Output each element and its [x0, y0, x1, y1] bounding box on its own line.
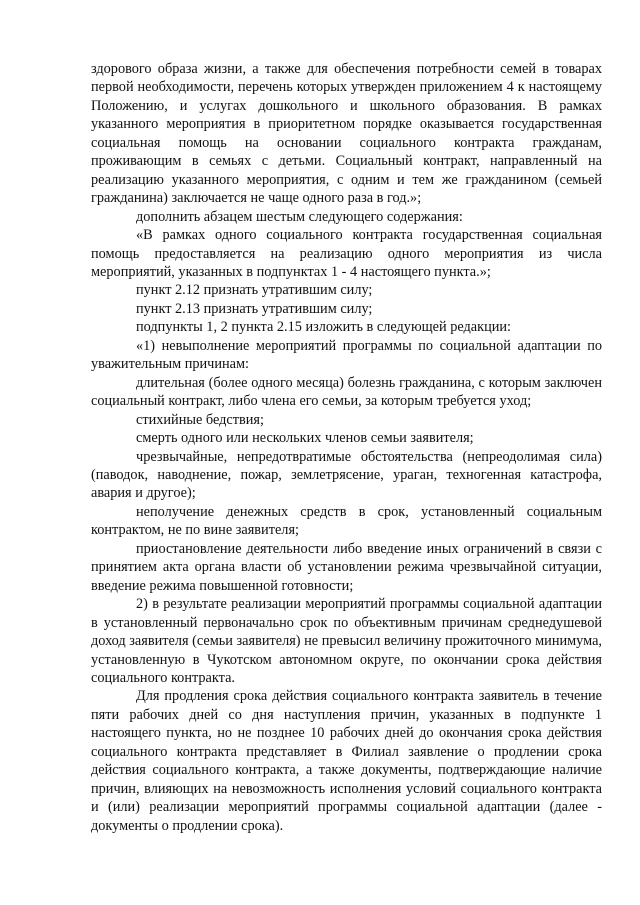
paragraph-illness: длительная (более одного месяца) болезнь гражданина, с которым заключен социальный контракт, либо члена его семьи, за которым требуется уход; — [91, 374, 602, 410]
paragraph-force-majeure: чрезвычайные, непредотвратимые обстоятельства (непреодолимая сила) (паводок, наводнение, пожар, землетрясение, ураган, техногенная катастрофа, авария и другое); — [91, 448, 602, 502]
paragraph-death: смерть одного или нескольких членов семьи заявителя; — [136, 430, 474, 447]
paragraph-funds-not-received: неполучение денежных средств в срок, установленный социальным контрактом, не по вине заявителя; — [91, 503, 602, 539]
paragraph-extension-procedure: Для продления срока действия социального контракта заявитель в течение пяти рабочих дней со дня наступления причин, указанных в подпункте 1 настоящего пункта, но не позднее 10 рабочих дней до окончания срока действия социального контракта представляет в Филиал заявление о продлении срока действия социального контракта, а также документы, подтверждающие наличие причин, влияющих на невозможность исполнения условий социального контракта и (или) реализации мероприятий программы социальной адаптации (далее - документы о продлении срока). — [91, 688, 602, 834]
paragraph-clause-2-12: пункт 2.12 признать утратившим силу; — [136, 282, 373, 299]
paragraph-clause-2-15-intro: подпункты 1, 2 пункта 2.15 изложить в следующей редакции: — [136, 319, 511, 336]
document-body — [91, 60, 602, 835]
paragraph-amendment-intro: дополнить абзацем шестым следующего содержания: — [136, 208, 463, 225]
paragraph-clause-2-13: пункт 2.13 признать утратившим силу; — [136, 300, 373, 317]
paragraph-disasters: стихийные бедствия; — [136, 411, 264, 428]
paragraph-suspension: приостановление деятельности либо введение иных ограничений в связи с принятием акта органа власти об установлении режима чрезвычайной ситуации, введение режима повышенной готовности; — [91, 540, 602, 594]
paragraph-subclause-2: 2) в результате реализации мероприятий программы социальной адаптации в установленный первоначально срок по объективным причинам среднедушевой доход заявителя (семьи заявителя) не превысил величину прожиточного минимума, установленную в Чукотском автономном округе, по окончании срока действия социального контракта. — [91, 596, 602, 686]
paragraph-continuation: здорового образа жизни, а также для обеспечения потребности семей в товарах первой необходимости, перечень которых утвержден приложением 4 к настоящему Положению, и услугах дошкольного и школьного образования. В рамках указанного мероприятия в приоритетном порядке оказывается государственная социальная помощь на основании социального контракта гражданам, проживающим в семьях с детьми. Социальный контракт, направленный на реализацию указанного мероприятия, с одним и тем же гражданином (семьей гражданина) заключается не чаще одного раза в год.»; — [91, 61, 602, 207]
paragraph-quoted-text: «В рамках одного социального контракта государственная социальная помощь предоставляется на реализацию одного мероприятия из числа мероприятий, указанных в подпунктах 1 - 4 настоящего пункта.»; — [91, 227, 602, 280]
paragraph-subclause-1: «1) невыполнение мероприятий программы по социальной адаптации по уважительным причинам: — [91, 337, 602, 373]
